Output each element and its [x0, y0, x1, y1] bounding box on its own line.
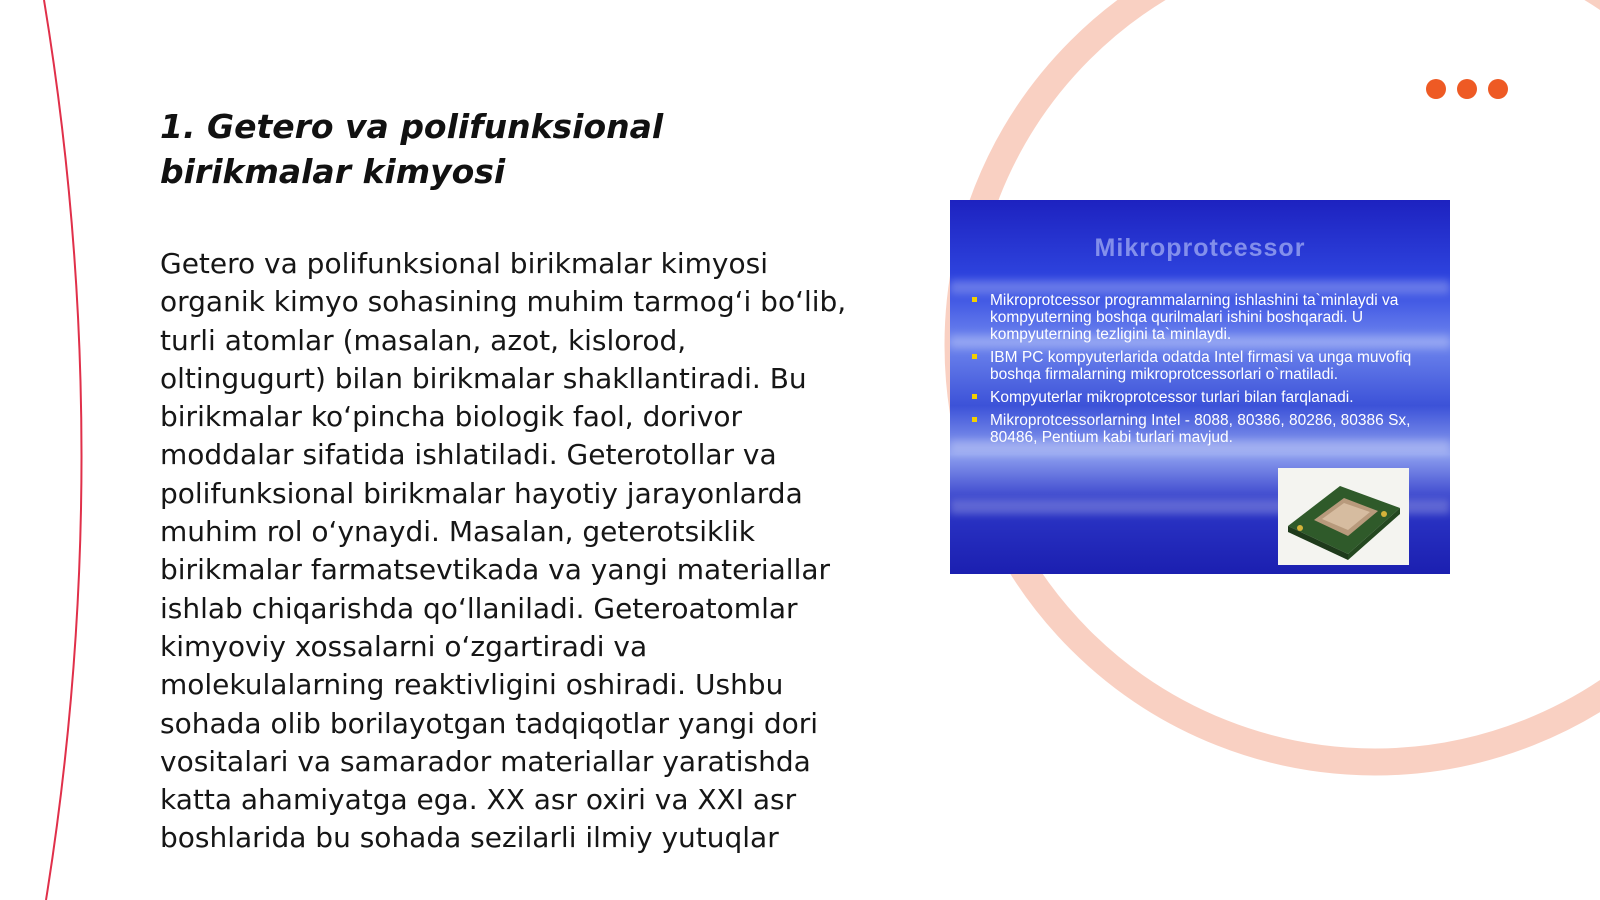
slide-body-text: Getero va polifunksional birikmalar kimyosi organik kimyo sohasining muhim tarmog‘i bo‘lib, turli atomlar (masalan, azot, kislorod, oltingugurt) bilan birikmalar shakllantiradi. Bu birikmalar ko‘pincha biologik faol, dorivor moddalar sifatida ishlatiladi. Geterotollar va polifunksional birikmalar hayotiy jarayonlarda muhim rol o‘ynaydi. Masalan, geterotsiklik birikmalar farmatsevtikada va yangi materiallar ishlab chiqarishda qo‘llaniladi. Geteroatomlar kimyoviy xossalarni o‘zgartiradi va molekulalarning reaktivligini oshiradi. Ushbu sohada olib borilayotgan tadqiqotlar yangi dori vositalari va samarador materiallar yaratishda katta ahamiyatga ega. XX asr oxiri va XXI asr boshlarida bu sohada sezilarli ilmiy yutuqlar	[160, 247, 847, 855]
accent-dot	[1426, 79, 1446, 99]
embedded-bullet-text: Kompyuterlar mikroprotcessor turlari bilan farqlanadi.	[990, 389, 1354, 406]
embedded-bullet-text: Mikroprotcessor programmalarning ishlashini ta`minlaydi va kompyuterning boshqa qurilmalari ishini boshqaradi. U kompyuterning tezligini ta`minlaydi.	[990, 292, 1399, 343]
embedded-bullet-item	[972, 412, 1432, 446]
embedded-bullet-list	[972, 292, 1432, 452]
cpu-chip-photo	[1278, 468, 1409, 565]
bullet-icon	[972, 297, 977, 302]
bullet-icon	[972, 394, 977, 399]
embedded-bullet-item	[972, 389, 1432, 406]
embedded-bullet-item	[972, 349, 1432, 383]
embedded-slide-title: Mikroprotcessor	[1094, 234, 1306, 262]
embedded-bullet-item	[972, 292, 1432, 343]
left-red-curve	[44, 0, 82, 900]
accent-dot	[1488, 79, 1508, 99]
accent-dot	[1457, 79, 1477, 99]
slide-title: 1. Getero va polifunksional birikmalar kimyosi	[160, 107, 664, 191]
bullet-icon	[972, 417, 977, 422]
bullet-icon	[972, 354, 977, 359]
embedded-bullet-text: Mikroprotcessorlarning Intel - 8088, 80386, 80286, 80386 Sx, 80486, Pentium kabi turlari mavjud.	[990, 412, 1411, 446]
embedded-slide-image	[950, 200, 1450, 574]
embedded-bullet-text: IBM PC kompyuterlarida odatda Intel firmasi va unga muvofiq boshqa firmalarning mikroprotcessorlari o`rnatiladi.	[990, 349, 1412, 383]
cpu-chip-icon	[1278, 468, 1409, 565]
accent-dots	[1426, 79, 1508, 99]
